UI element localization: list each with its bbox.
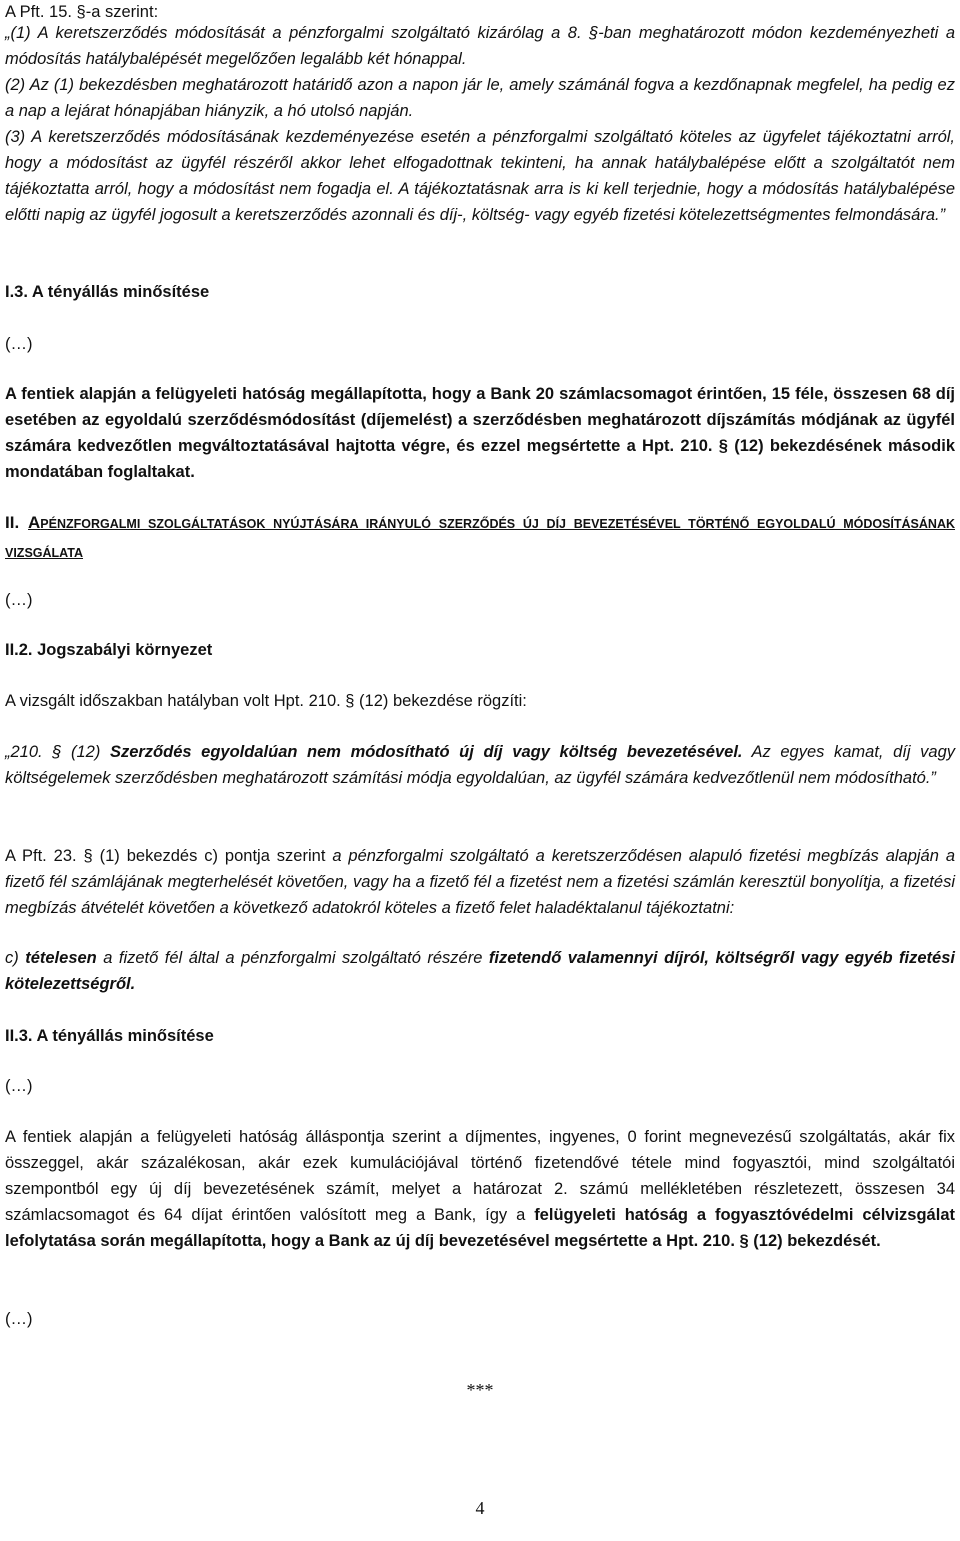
ellipsis: (…) bbox=[5, 335, 33, 353]
section-ii-title-rest: PÉNZFORGALMI SZOLGÁLTATÁSOK NYÚJTÁSÁRA IRÁNYULÓ SZERZŐDÉS ÚJ DÍJ BEVEZETÉSÉVEL TÖRTÉNŐ EGYOLDALÚ MÓDOSÍTÁSÁNAK VIZSGÁLATA bbox=[5, 517, 956, 560]
section-ii-roman: II. bbox=[5, 513, 20, 532]
point-c-prefix: c) bbox=[5, 949, 26, 967]
section-ii3-finding-bold: felügyeleti hatóság a fogyasztóvédelmi célvizsgálat lefolytatása során megállapította, hogy a Bank az új díj bevezetésével megsértette a Hpt. 210. § (12) bekezdését. bbox=[5, 1206, 955, 1250]
pft23-paragraph bbox=[5, 843, 955, 921]
pft23-italic: a pénzforgalmi szolgáltató a keretszerződésen alapuló fizetési megbízás alapján a fizető fél számlájának megterhelését követően, vagy ha a fizető fél a fizetést nem a fizetési számlán keresztül bonyolítja, a fizetési megbízás átvételét követően a következő adatokról köteles a fizető felet haladéktalanul tájékoztatni: bbox=[5, 847, 956, 917]
pft15-paragraph-3: (3) A keretszerződés módosításának kezdeményezése esetén a pénzforgalmi szolgáltató köteles az ügyfelet tájékoztatni arról, hogy a módosítást az ügyfél részéről akkor lehet elfogadottnak tekinteni, ha annak hatálybalépése előtt a szolgáltatót nem tájékoztatta arról, hogy a módosítást nem fogadja el. A tájékoztatásnak arra is ki kell terjednie, hogy a módosítás hatálybalépése előtti napig az ügyfél jogosult a keretszerződés azonnali és díj-, költség- vagy egyéb fizetési kötelezettségmentes felmondására.” bbox=[5, 128, 955, 224]
point-c-bold-2: fizetendő valamennyi díjról, költségről vagy egyéb fizetési kötelezettségről. bbox=[5, 949, 955, 993]
pft15-heading: A Pft. 15. §-a szerint: bbox=[5, 3, 159, 21]
page-number: 4 bbox=[475, 1498, 485, 1518]
pft15-paragraph-2: (2) Az (1) bekezdésben meghatározott határidő azon a napon jár le, amely számánál fogva a kezdőnapnak megfelel, ha pedig ez a nap a lejárat hónapjában hiányzik, a hó utolsó napján. bbox=[5, 76, 955, 120]
ellipsis: (…) bbox=[5, 591, 33, 609]
section-ii3-finding bbox=[5, 1124, 955, 1254]
pft15-paragraph-1: „(1) A keretszerződés módosítását a pénzforgalmi szolgáltató kizárólag a 8. §-ban meghatározott módon kezdeményezheti a módosítás hatálybalépését megelőzően legalább két hónappal. bbox=[5, 24, 955, 68]
point-c-mid: a fizető fél által a pénzforgalmi szolgáltató részére bbox=[96, 949, 489, 967]
section-separator-stars: *** bbox=[466, 1380, 494, 1400]
section-ii2-heading: II.2. Jogszabályi környezet bbox=[5, 641, 213, 659]
section-ii3-heading: II.3. A tényállás minősítése bbox=[5, 1027, 214, 1045]
point-c-bold-1: tételesen bbox=[25, 949, 97, 967]
section-ii3-finding-normal: A fentiek alapján a felügyeleti hatóság álláspontja szerint a díjmentes, ingyenes, 0 forint megnevezésű szolgáltatás, akár fix összeggel, akár százalékosan, akár ezek kumulációjával történő fizetendővé tétele mind fogyasztói, mind szolgáltatói szempontból egy új díj bevezetésének számít, melyet a határozat 2. számú mellékletében részletezett, összesen 34 számlacsomagot és 64 díjat érintően valósított meg a Bank, így a bbox=[5, 1128, 955, 1224]
section-ii2-intro: A vizsgált időszakban hatályban volt Hpt. 210. § (12) bekezdése rögzíti: bbox=[5, 692, 527, 710]
pft23-point-c bbox=[5, 945, 955, 997]
section-ii-title-cap: A bbox=[28, 513, 41, 532]
section-ii-title bbox=[5, 509, 955, 567]
ellipsis: (…) bbox=[5, 1310, 33, 1328]
hpt210-quote-start: „210. § (12) bbox=[5, 743, 110, 761]
hpt210-quote-bold: Szerződés egyoldalúan nem módosítható új díj vagy költség bevezetésével. bbox=[109, 743, 743, 761]
hpt210-quote bbox=[5, 739, 955, 791]
section-i3-heading: I.3. A tényállás minősítése bbox=[5, 283, 210, 301]
hpt210-quote-rest: Az egyes kamat, díj vagy költségelemek szerződésben meghatározott számítási módja egyoldalúan, az ügyfél számára kedvezőtlenül nem módosítható.” bbox=[5, 743, 955, 787]
section-i3-finding: A fentiek alapján a felügyeleti hatóság megállapította, hogy a Bank 20 számlacsomagot érintően, 15 féle, összesen 68 díj esetében az egyoldalú szerződésmódosítást (díjemelést) a szerződésben meghatározott díjszámítás módjának az ügyfél számára kedvezőtlen megváltoztatásával hajtotta végre, és ezzel megsértette a Hpt. 210. § (12) bekezdésének második mondatában foglaltakat. bbox=[5, 385, 955, 481]
pft15-quote bbox=[5, 20, 955, 228]
ellipsis: (…) bbox=[5, 1077, 33, 1095]
pft23-normal: A Pft. 23. § (1) bekezdés c) pontja szerint bbox=[5, 847, 333, 865]
